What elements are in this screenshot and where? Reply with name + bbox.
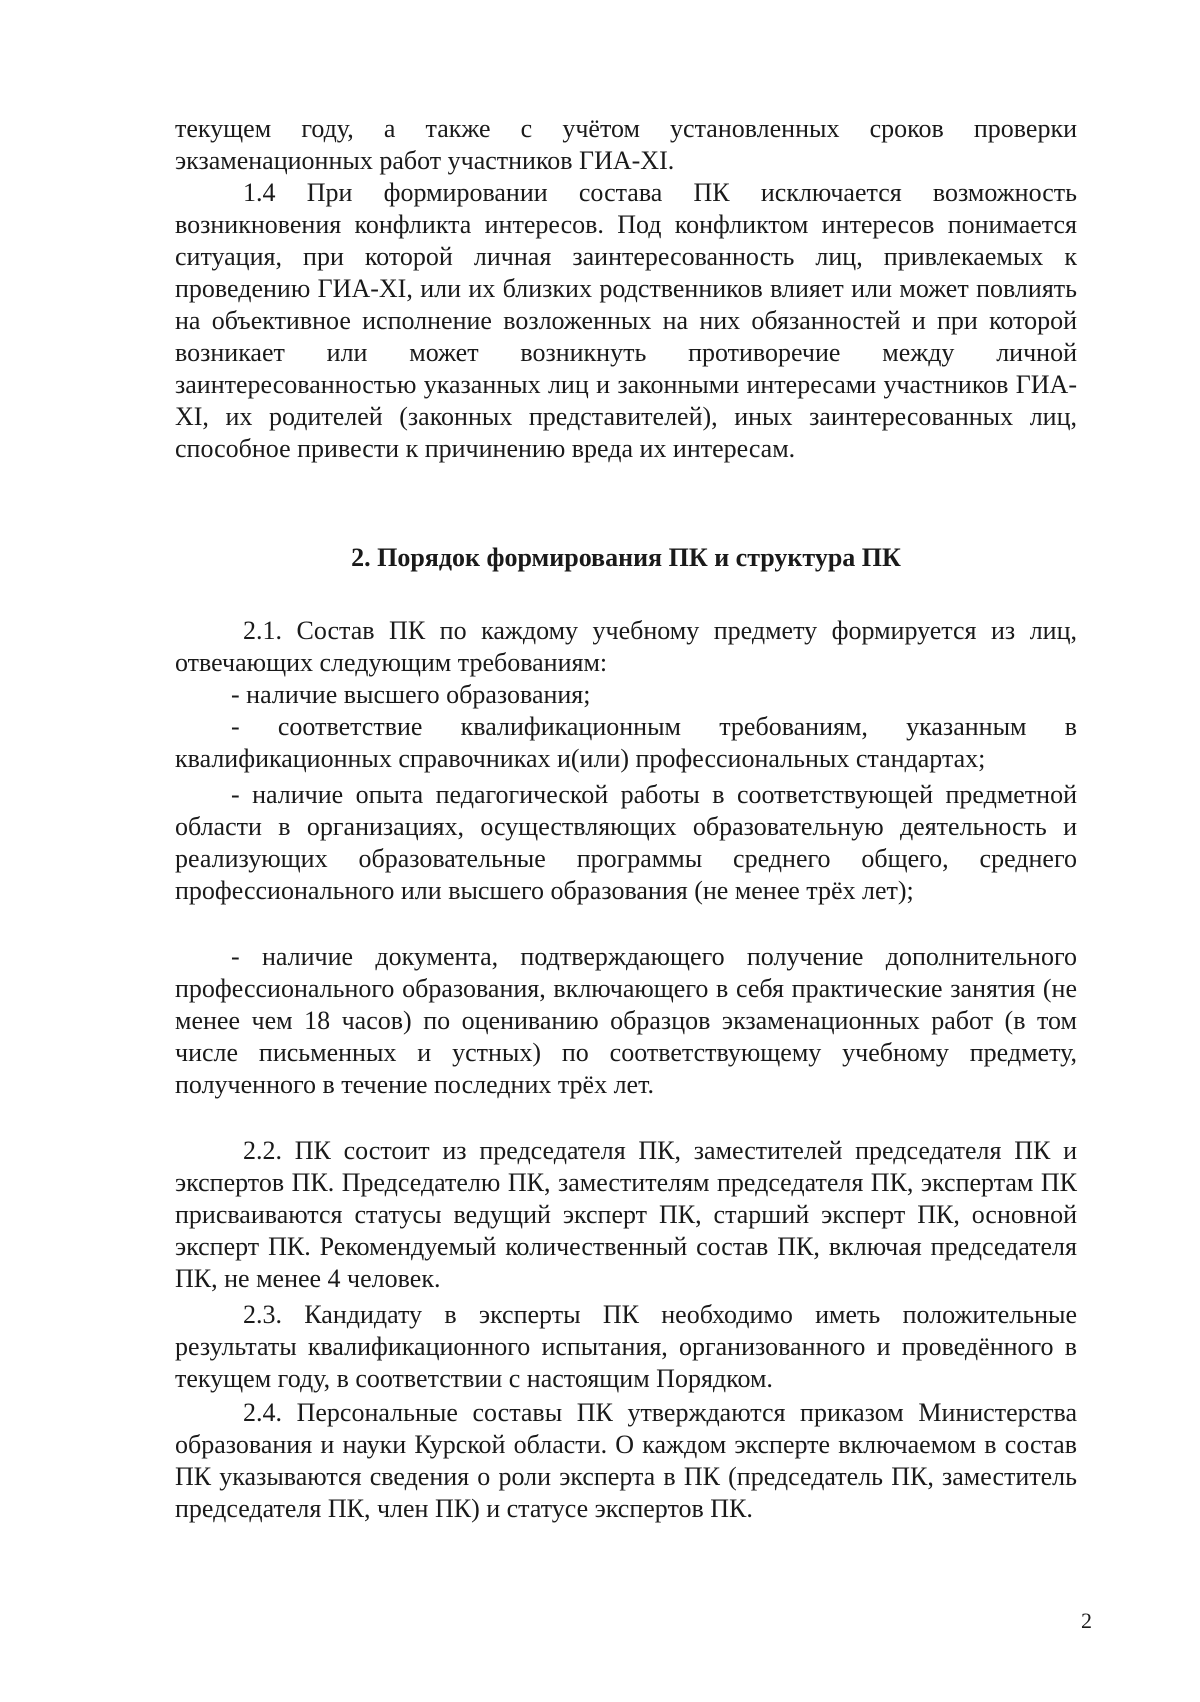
page-number: 2 (1081, 1608, 1092, 1633)
paragraph-2-2: 2.2. ПК состоит из председателя ПК, заместителей председателя ПК и экспертов ПК. Председателю ПК, заместителям председателя ПК, экспертам ПК присваиваются статусы ведущий эксперт ПК, старший эксперт ПК, основной эксперт ПК. Рекомендуемый количественный состав ПК, включая председателя ПК, не менее 4 человек. (175, 1136, 1077, 1293)
paragraph-2-3: 2.3. Кандидату в эксперты ПК необходимо иметь положительные результаты квалификационного испытания, организованного и проведённого в текущем году, в соответствии с настоящим Порядком. (175, 1300, 1077, 1393)
requirement-item: - наличие высшего образования; (231, 680, 591, 709)
paragraph-2-1: 2.1. Состав ПК по каждому учебному предмету формируется из лиц, отвечающих следующим требованиям: (175, 616, 1077, 677)
paragraph-1-4: 1.4 При формировании состава ПК исключается возможность возникновения конфликта интересов. Под конфликтом интересов понимается ситуация, при которой личная заинтересованность лиц, привлекаемых к проведению ГИА-XI, или их близких родственников влияет или может повлиять на объективное исполнение возложенных на них обязанностей и при которой возникает или может возникнуть противоречие между личной заинтересованностью указанных лиц и законными интересами участников ГИА-XI, их родителей (законных представителей), иных заинтересованных лиц, способное привести к причинению вреда их интересам. (175, 178, 1077, 463)
requirement-item: - наличие опыта педагогической работы в соответствующей предметной области в организациях, осуществляющих образовательную деятельность и реализующих образовательные программы среднего общего, среднего профессионального или высшего образования (не менее трёх лет); (175, 780, 1077, 905)
requirement-item: - наличие документа, подтверждающего получение дополнительного профессионального образования, включающего в себя практические занятия (не менее чем 18 часов) по оцениванию образцов экзаменационных работ (в том числе письменных и устных) по соответствующему учебному предмету, полученного в течение последних трёх лет. (175, 942, 1077, 1099)
requirement-item: - соответствие квалификационным требованиям, указанным в квалификационных справочниках и(или) профессиональных стандартах; (175, 712, 1077, 773)
paragraph-2-4: 2.4. Персональные составы ПК утверждаются приказом Министерства образования и науки Курской области. О каждом эксперте включаемом в состав ПК указываются сведения о роли эксперта в ПК (председатель ПК, заместитель председателя ПК, член ПК) и статусе экспертов ПК. (175, 1398, 1077, 1523)
paragraph-continuation: текущем году, а также с учётом установленных сроков проверки экзаменационных работ участников ГИА-XI. (175, 114, 1077, 175)
section-heading: 2. Порядок формирования ПК и структура ПК (351, 543, 901, 572)
